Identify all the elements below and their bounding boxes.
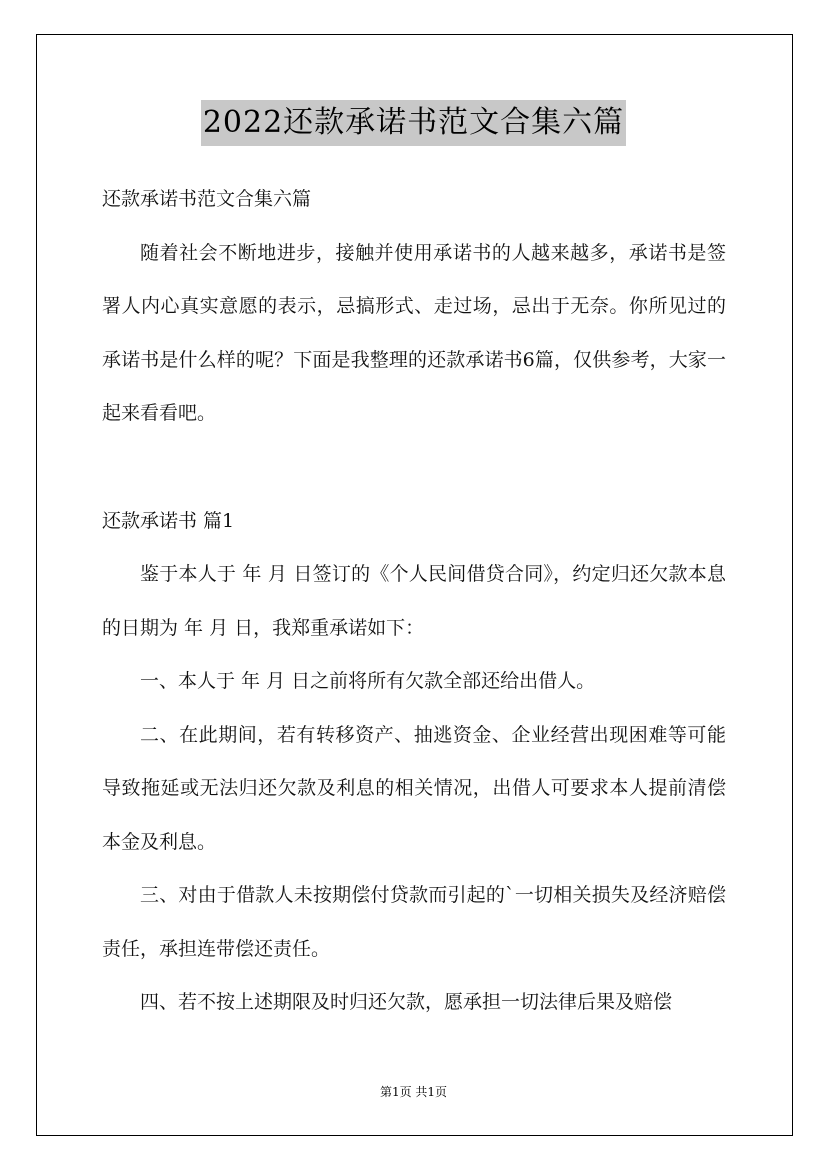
body-paragraph: 一、本人于 年 月 日之前将所有欠款全部还给出借人。 (140, 670, 596, 692)
document-body (102, 173, 726, 1030)
document-title: 2022还款承诺书范文合集六篇 (201, 100, 626, 146)
body-paragraph: 鉴于本人于 年 月 日签订的《个人民间借贷合同》，约定归还欠款本息的日期为 年 月 日，我郑重承诺如下： (102, 563, 726, 639)
intro-paragraph: 随着社会不断地进步，接触并使用承诺书的人越来越多，承诺书是签署人内心真实意愿的表示，忌搞形式、走过场，忌出于无奈。你所见过的承诺书是什么样的呢？下面是我整理的还款承诺书6篇，仅供参考，大家一起来看看吧。 (102, 241, 726, 424)
page-footer: 第1页 共1页 (379, 1085, 448, 1099)
body-paragraph: 四、若不按上述期限及时归还欠款，愿承担一切法律后果及赔偿 (140, 991, 673, 1013)
title-container (0, 100, 827, 146)
section-heading: 还款承诺书 篇1 (102, 509, 235, 532)
body-paragraph: 二、在此期间，若有转移资产、抽逃资金、企业经营出现困难等可能导致拖延或无法归还欠款及利息的相关情况，出借人可要求本人提前清偿本金及利息。 (102, 723, 726, 853)
document-subtitle: 还款承诺书范文合集六篇 (102, 188, 312, 210)
paragraph-gap (102, 441, 726, 495)
body-paragraph: 三、对由于借款人未按期偿付贷款而引起的`一切相关损失及经济赔偿责任，承担连带偿还责任。 (102, 884, 726, 960)
